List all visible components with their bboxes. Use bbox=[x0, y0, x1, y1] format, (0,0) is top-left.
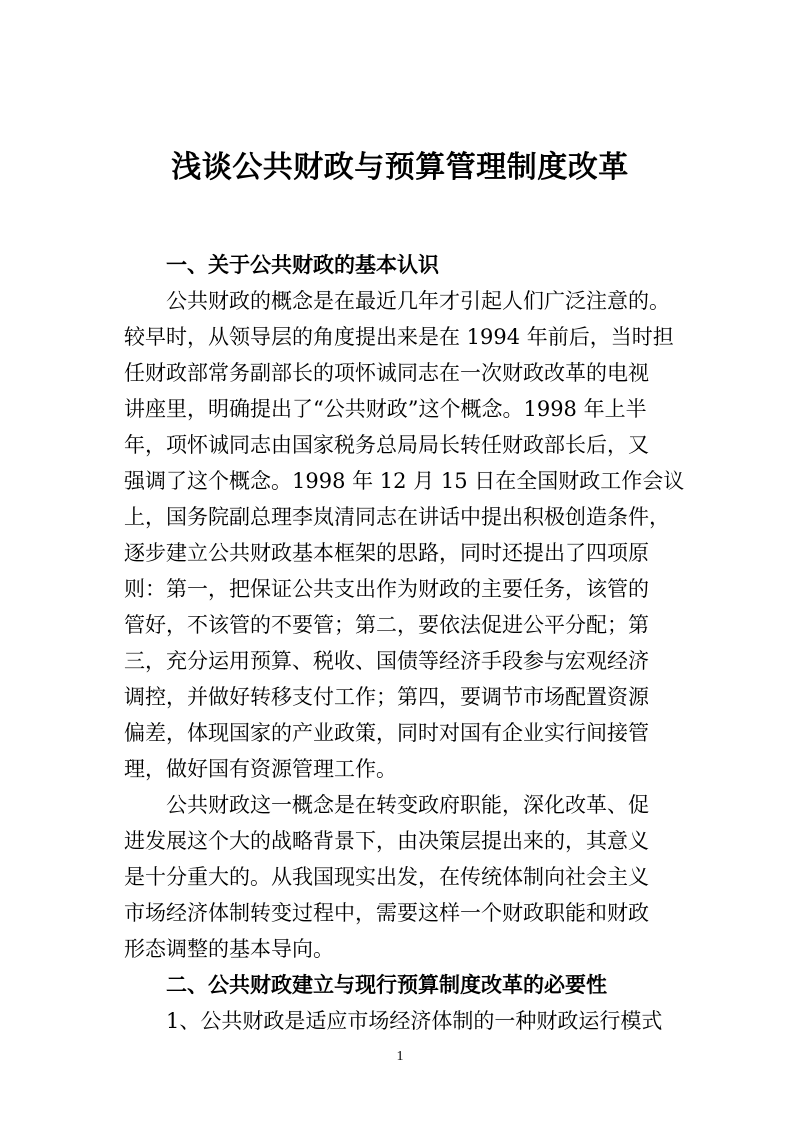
paragraph-line: 公共财政这一概念是在转变政府职能，深化改革、促 bbox=[166, 793, 649, 817]
paragraph-line: 是十分重大的。从我国现实出发，在传统体制向社会主义 bbox=[124, 865, 649, 889]
paragraph-line: 逐步建立公共财政基本框架的思路，同时还提出了四项原 bbox=[124, 541, 649, 565]
paragraph-line: 进发展这个大的战略背景下，由决策层提出来的，其意义 bbox=[124, 829, 649, 853]
paragraph-line: 强调了这个概念。1998 年 12 月 15 日在全国财政工作会议 bbox=[124, 469, 685, 493]
paragraph-line: 较早时，从领导层的角度提出来是在 1994 年前后，当时担 bbox=[124, 325, 674, 349]
paragraph-line: 管好，不该管的不要管；第二，要依法促进公平分配；第 bbox=[124, 613, 649, 637]
section-heading-2: 二、公共财政建立与现行预算制度改革的必要性 bbox=[166, 973, 607, 997]
paragraph-line: 偏差，体现国家的产业政策，同时对国有企业实行间接管 bbox=[124, 721, 649, 745]
paragraph-line: 调控，并做好转移支付工作；第四，要调节市场配置资源 bbox=[124, 685, 649, 709]
paragraph-line: 理，做好国有资源管理工作。 bbox=[124, 757, 397, 781]
paragraph-line: 1、公共财政是适应市场经济体制的一种财政运行模式 bbox=[166, 1009, 663, 1033]
document-title: 浅谈公共财政与预算管理制度改革 bbox=[171, 150, 629, 185]
paragraph-line: 则：第一，把保证公共支出作为财政的主要任务，该管的 bbox=[124, 577, 649, 601]
paragraph-line: 公共财政的概念是在最近几年才引起人们广泛注意的。 bbox=[166, 289, 670, 313]
paragraph-line: 市场经济体制转变过程中，需要这样一个财政职能和财政 bbox=[124, 901, 649, 925]
paragraph-line: 上，国务院副总理李岚清同志在讲话中提出积极创造条件， bbox=[124, 505, 670, 529]
paragraph-line: 年，项怀诚同志由国家税务总局局长转任财政部长后，又 bbox=[124, 433, 649, 457]
document-body bbox=[124, 247, 686, 1039]
paragraph-line: 任财政部常务副部长的项怀诚同志在一次财政改革的电视 bbox=[124, 361, 649, 385]
paragraph-line: 三，充分运用预算、税收、国债等经济手段参与宏观经济 bbox=[124, 649, 649, 673]
paragraph-line: 形态调整的基本导向。 bbox=[124, 937, 334, 961]
paragraph-line: 讲座里，明确提出了“公共财政”这个概念。1998 年上半 bbox=[124, 397, 647, 421]
section-heading-1: 一、关于公共财政的基本认识 bbox=[166, 253, 439, 277]
page-number: 1 bbox=[396, 1049, 404, 1064]
